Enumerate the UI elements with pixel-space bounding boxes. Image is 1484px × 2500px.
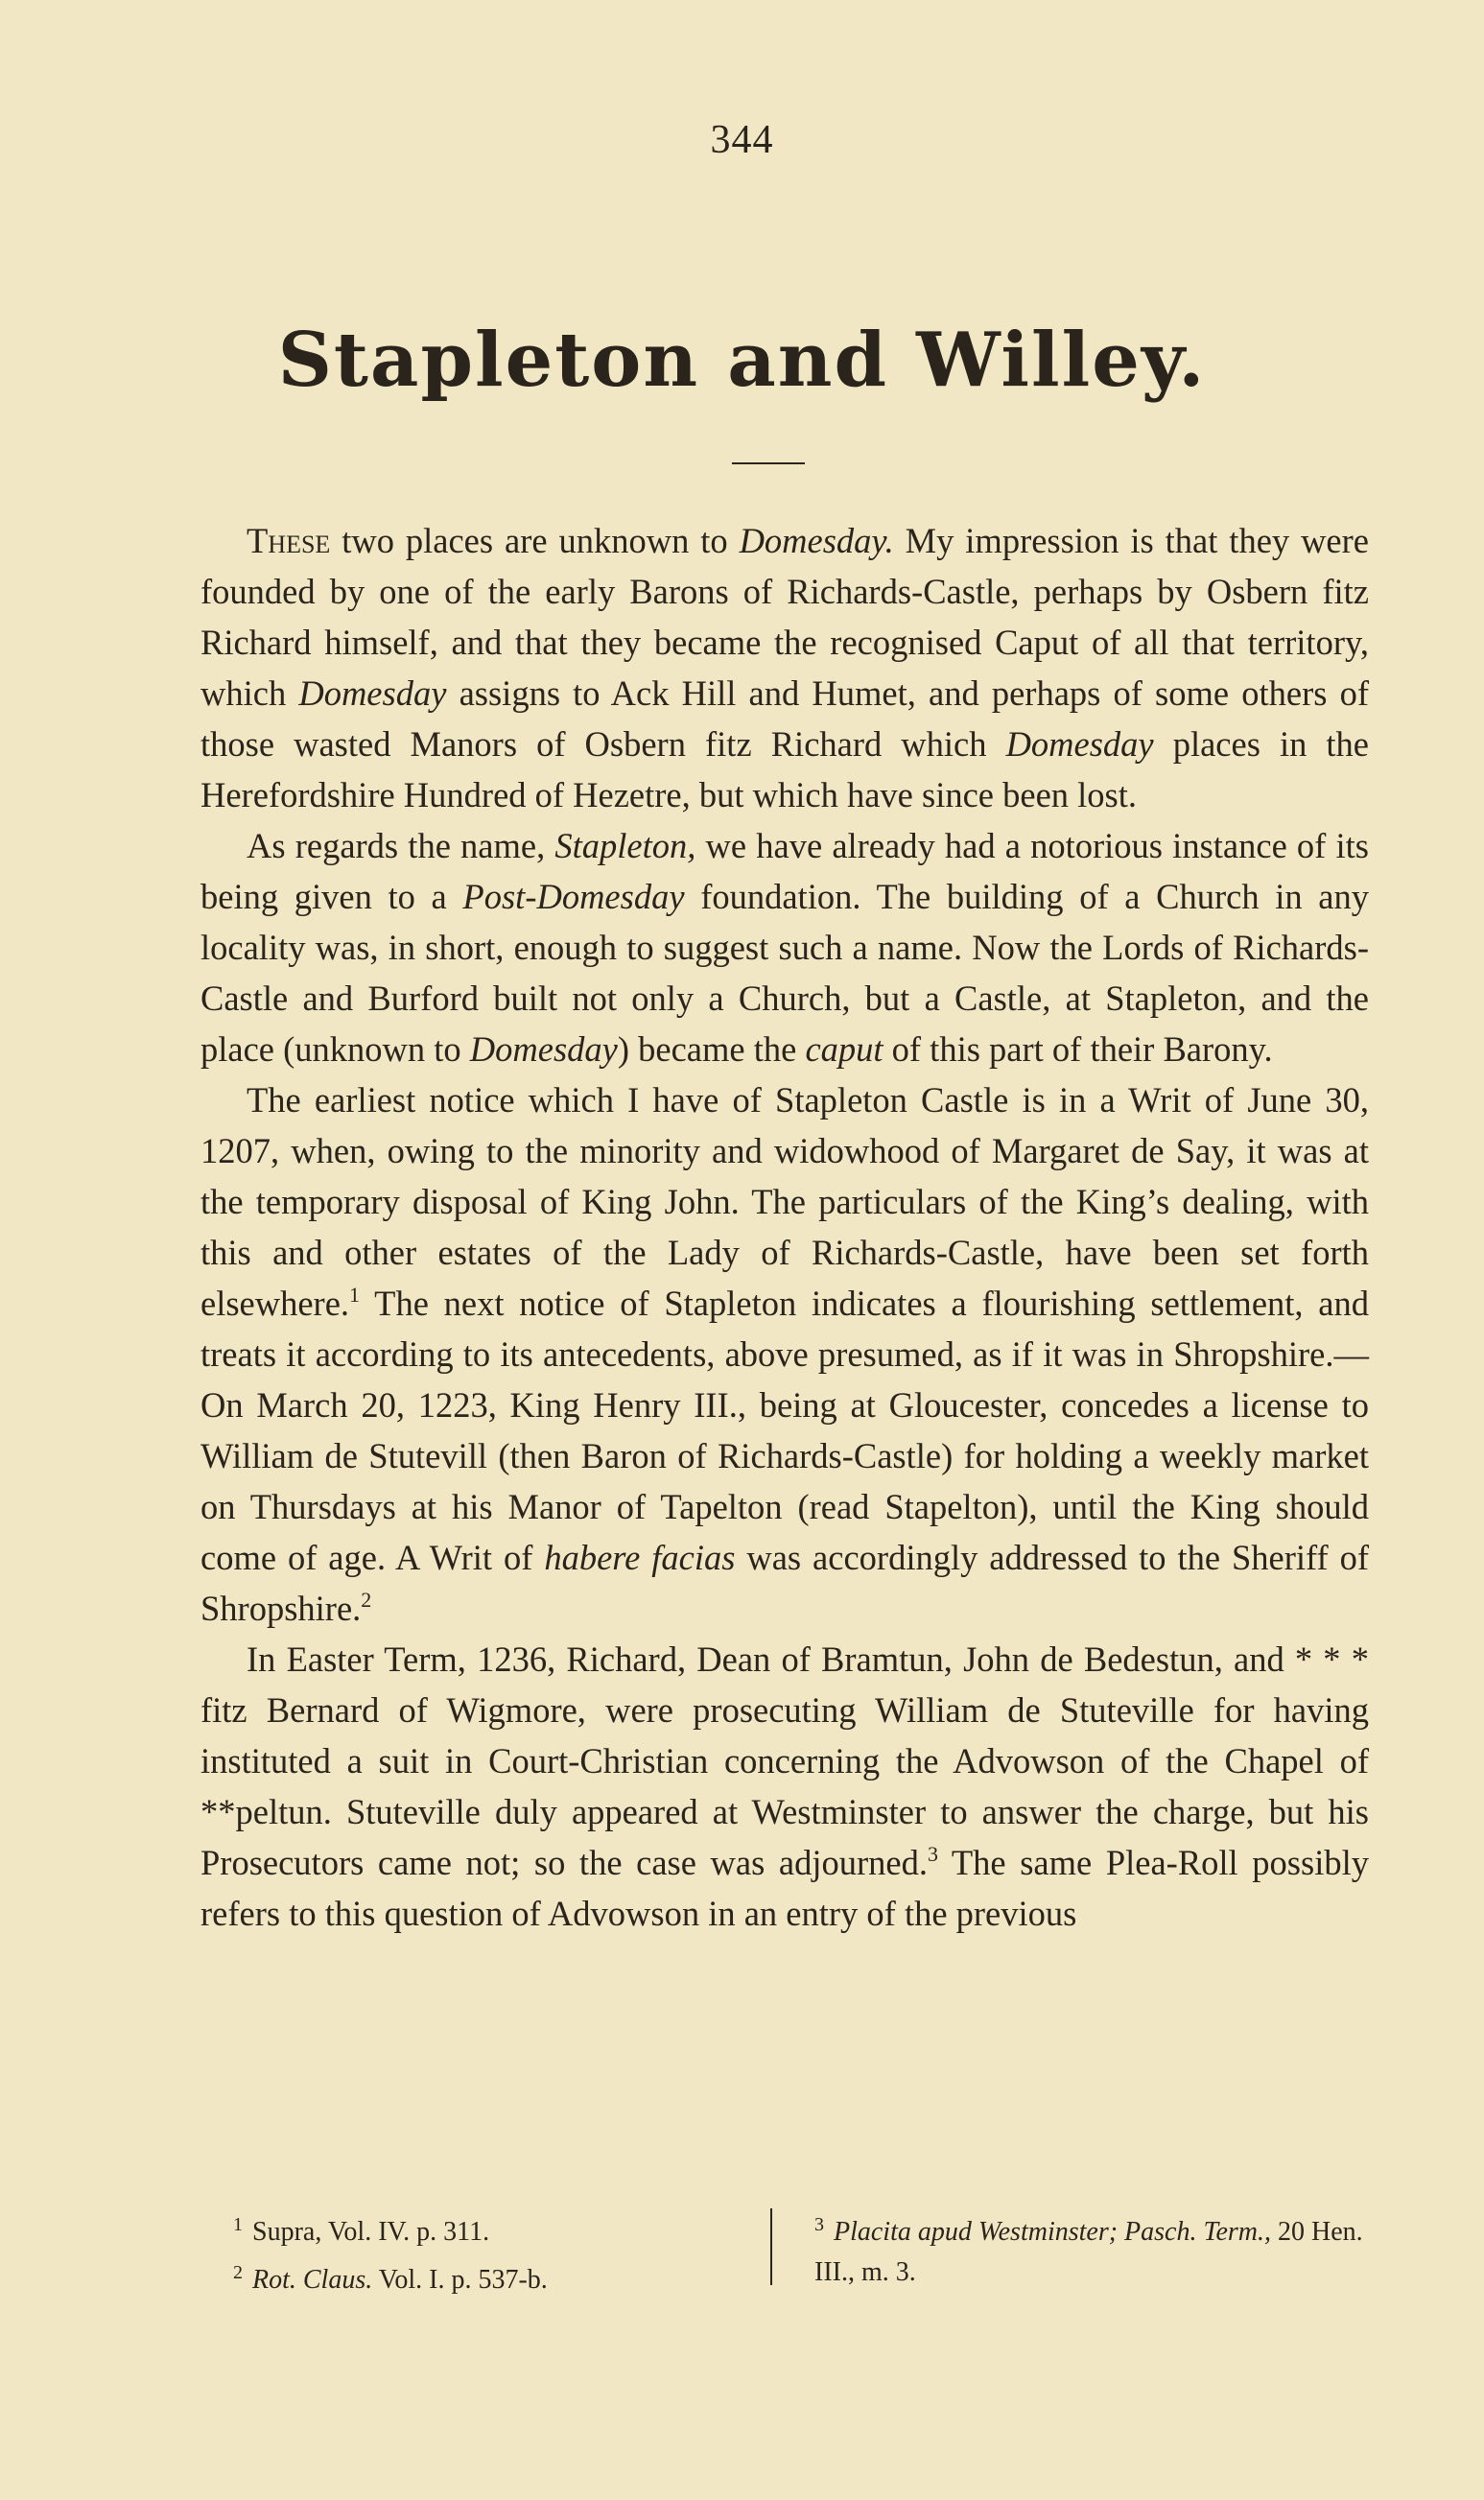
footnote-2: $^2$ Rot. Claus. Vol. I. p. 537-b. xyxy=(233,2262,548,2295)
paragraph-1: These two places are unknown to Domesday. My impression is that they were founded by one of the early Barons of Richards-Castle, perhaps by Osbern fitz Richard himself, and that they became the recognised Caput of all that territory, which Domesday assigns to Ack Hill and Humet, and perhaps of some others of those wasted Manors of Osbern fitz Richard which Domesday places in the Herefordshire Hundred of Hezetre, but which have since been lost. xyxy=(200,521,1369,814)
page-number: 344 xyxy=(710,118,774,162)
paragraph-4: In Easter Term, 1236, Richard, Dean of Bramtun, John de Bedestun, and * * * fitz Bernard of Wigmore, were prosecuting William de Stuteville for having instituted a suit in Court-Christian concerning the Advowson of the Chapel of **peltun. Stuteville duly appeared at Westminster to answer the charge, but his Prosecutors came not; so the case was adjourned.$^3$ The same Plea-Roll possibly refers to this question of Advowson in an entry of the previous xyxy=(200,1639,1369,1933)
footnote-3: $^3$ Placita apud Westminster; Pasch. Term., 20 Hen. III., m. 3. xyxy=(814,2214,1363,2287)
page-title: Stapleton and Willey. xyxy=(277,317,1207,404)
paragraph-3: The earliest notice which I have of Stapleton Castle is in a Writ of June 30, 1207, when, owing to the minority and widowhood of Margaret de Say, it was at the temporary disposal of King John. The particulars of the King’s dealing, with this and other estates of the Lady of Richards-Castle, have been set forth elsewhere.$^1$ The next notice of Stapleton indicates a flourishing settlement, and treats it according to its antecedents, above presumed, as if it was in Shropshire.—On March 20, 1223, King Henry III., being at Gloucester, concedes a license to William de Stutevill (then Baron of Richards-Castle) for holding a weekly market on Thursdays at his Manor of Tapelton (read Stapelton), until the King should come of age. A Writ of habere facias was accordingly addressed to the Sheriff of Shropshire.$^2$ xyxy=(200,1080,1369,1628)
paragraph-2: As regards the name, Stapleton, we have already had a notorious instance of its being given to a Post-Domesday foundation. The building of a Church in any locality was, in short, enough to suggest such a name. Now the Lords of Richards-Castle and Burford built not only a Church, but a Castle, at Stapleton, and the place (unknown to Domesday) became the caput of this part of their Barony. xyxy=(200,826,1369,1069)
footnote-ref-3: 3 xyxy=(927,1842,938,1866)
body-text xyxy=(200,515,1369,1939)
footnote-1: $^1$ Supra, Vol. IV. p. 311. xyxy=(233,2214,490,2247)
footnotes-left-column xyxy=(233,2205,751,2300)
footnote-ref-2: 2 xyxy=(361,1588,372,1612)
footnote-ref-1: 1 xyxy=(349,1283,361,1307)
title-divider xyxy=(732,462,805,464)
footnotes-right-column xyxy=(814,2205,1371,2293)
footnote-divider xyxy=(770,2208,772,2285)
